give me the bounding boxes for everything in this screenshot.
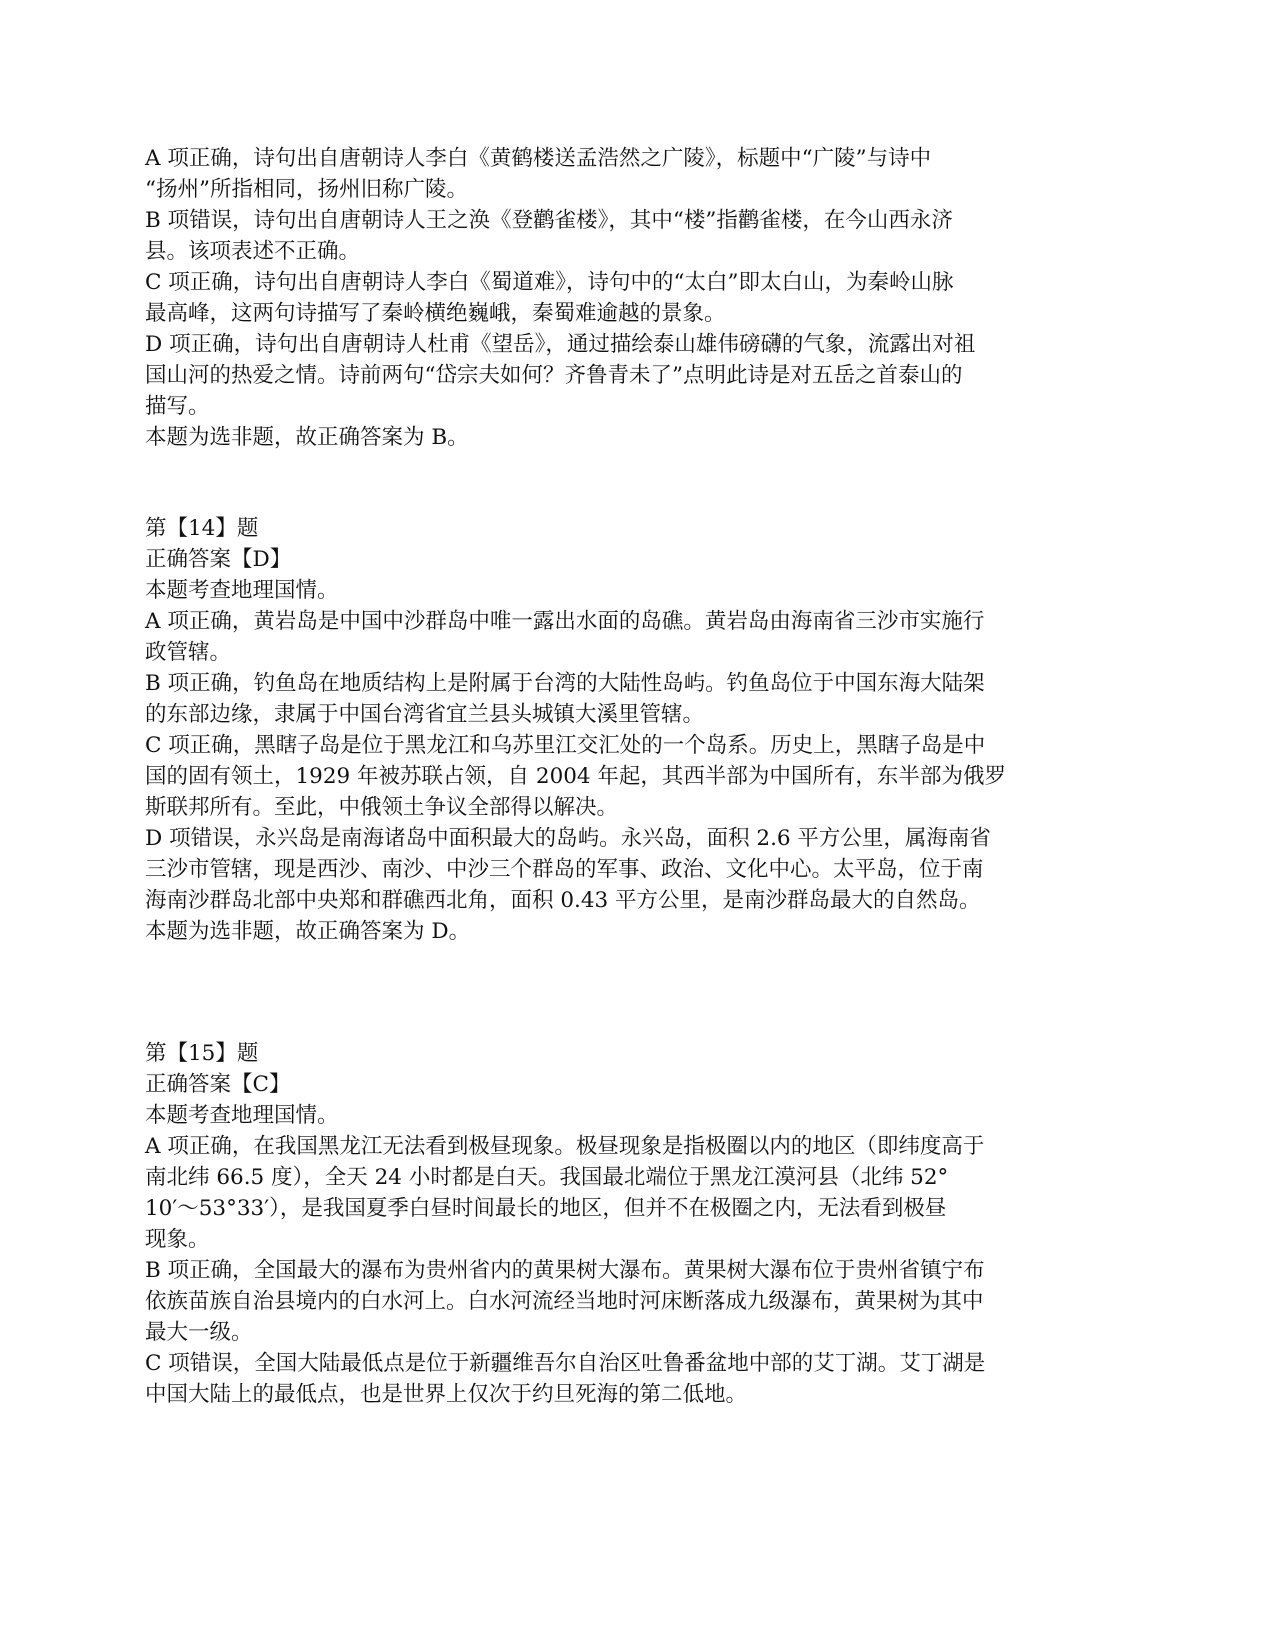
option-a-explanation-cont: 10′～53°33′），是我国夏季白昼时间最长的地区，但并不在极圈之内，无法看到极昼 [145, 1196, 947, 1221]
conclusion: 本题为选非题，故正确答案为 B。 [145, 425, 469, 450]
question-heading: 第【15】题 [145, 1041, 259, 1066]
option-c-explanation: C 项错误，全国大陆最低点是位于新疆维吾尔自治区吐鲁番盆地中部的艾丁湖。艾丁湖是 [145, 1351, 986, 1376]
option-d-explanation: D 项正确，诗句出自唐朝诗人杜甫《望岳》，通过描绘泰山雄伟磅礴的气象，流露出对祖 [145, 332, 976, 357]
option-b-explanation-cont: 的东部边缘，隶属于中国台湾省宜兰县头城镇大溪里管辖。 [145, 702, 705, 727]
option-a-explanation: A 项正确，黄岩岛是中国中沙群岛中唯一露出水面的岛礁。黄岩岛由海南省三沙市实施行 [145, 609, 985, 634]
conclusion: 本题为选非题，故正确答案为 D。 [145, 919, 471, 944]
option-a-explanation: A 项正确，在我国黑龙江无法看到极昼现象。极昼现象是指极圈以内的地区（即纬度高于 [145, 1134, 985, 1159]
option-a-explanation-cont: 南北纬 66.5 度），全天 24 小时都是白天。我国最北端位于黑龙江漠河县（北纬 52° [145, 1165, 949, 1190]
option-d-explanation-cont: 国山河的热爱之情。诗前两句“岱宗夫如何？齐鲁青未了”点明此诗是对五岳之首泰山的 [145, 363, 963, 388]
option-c-explanation-cont: 斯联邦所有。至此，中俄领土争议全部得以解决。 [145, 795, 619, 820]
document-page [145, 143, 1073, 1410]
option-b-explanation: B 项正确，全国最大的瀑布为贵州省内的黄果树大瀑布。黄果树大瀑布位于贵州省镇宁布 [145, 1258, 985, 1283]
option-a-explanation-cont: “扬州”所指相同，扬州旧称广陵。 [145, 177, 468, 202]
option-c-explanation-cont: 中国大陆上的最低点，也是世界上仅次于约旦死海的第二低地。 [145, 1382, 748, 1407]
option-d-explanation: D 项错误，永兴岛是南海诸岛中面积最大的岛屿。永兴岛，面积 2.6 平方公里，属海南省 [145, 826, 991, 851]
option-d-explanation-cont: 海南沙群岛北部中央郑和群礁西北角，面积 0.43 平方公里，是南沙群岛最大的自然岛。 [145, 888, 981, 913]
question-15 [145, 1038, 1073, 1410]
option-b-explanation: B 项正确，钓鱼岛在地质结构上是附属于台湾的大陆性岛屿。钓鱼岛位于中国东海大陆架 [145, 671, 985, 696]
correct-answer: 正确答案【C】 [145, 1072, 291, 1097]
option-b-explanation-cont: 依族苗族自治县境内的白水河上。白水河流经当地时河床断落成九级瀑布，黄果树为其中 [145, 1289, 984, 1314]
option-a-explanation-cont: 政管辖。 [145, 640, 232, 665]
option-b-explanation-cont: 最大一级。 [145, 1320, 253, 1345]
topic-line: 本题考查地理国情。 [145, 578, 339, 603]
option-b-explanation-cont: 县。该项表述不正确。 [145, 239, 361, 264]
option-d-explanation-cont: 三沙市管辖，现是西沙、南沙、中沙三个群岛的军事、政治、文化中心。太平岛，位于南 [145, 857, 984, 882]
option-c-explanation-cont: 国的固有领土，1929 年被苏联占领，自 2004 年起，其西半部为中国所有，东半部为俄罗 [145, 764, 1006, 789]
option-b-explanation: B 项错误，诗句出自唐朝诗人王之涣《登鹳雀楼》，其中“楼”指鹳雀楼，在今山西永济 [145, 208, 953, 233]
question-13-explanation-tail [145, 143, 1073, 453]
option-c-explanation-cont: 最高峰，这两句诗描写了秦岭横绝巍峨，秦蜀难逾越的景象。 [145, 301, 726, 326]
spacer [145, 947, 1073, 1038]
question-14 [145, 513, 1073, 947]
option-d-explanation-cont: 描写。 [145, 394, 210, 419]
option-c-explanation: C 项正确，诗句出自唐朝诗人李白《蜀道难》，诗句中的“太白”即太白山，为秦岭山脉 [145, 270, 954, 295]
option-c-explanation: C 项正确，黑瞎子岛是位于黑龙江和乌苏里江交汇处的一个岛系。历史上，黑瞎子岛是中 [145, 733, 986, 758]
option-a-explanation: A 项正确，诗句出自唐朝诗人李白《黄鹤楼送孟浩然之广陵》，标题中“广陵”与诗中 [145, 146, 932, 171]
question-heading: 第【14】题 [145, 516, 259, 541]
correct-answer: 正确答案【D】 [145, 547, 292, 572]
option-a-explanation-cont: 现象。 [145, 1227, 210, 1252]
spacer [145, 453, 1073, 513]
topic-line: 本题考查地理国情。 [145, 1103, 339, 1128]
